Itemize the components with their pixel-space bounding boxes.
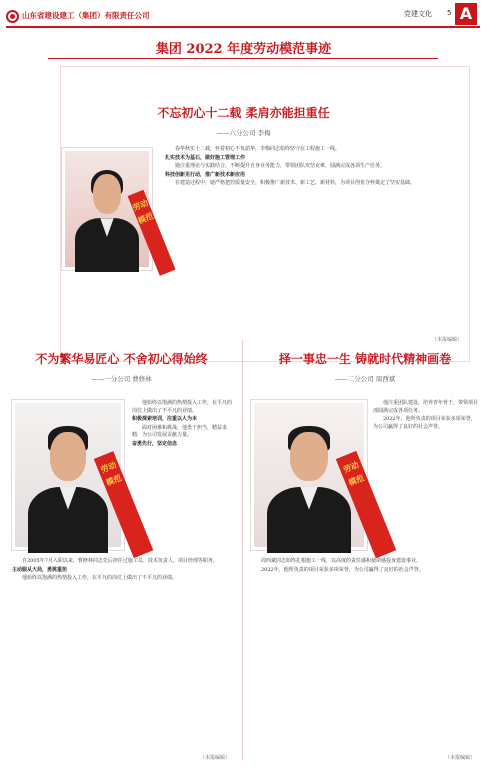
page-title: 集团 2022 年度劳动模范事迹 xyxy=(155,42,332,57)
header-rule xyxy=(6,26,480,28)
profile2-para: 他始终以饱满的热情投入工作，在平凡的岗位上做出了不平凡的业绩。 xyxy=(132,400,233,414)
profile1-title: 不忘初心十二载 柔肩亦能担重任 xyxy=(157,106,330,120)
profile3-note: （本报编辑） xyxy=(445,755,476,761)
profile2-para: 他始终以饱满的热情投入工作，在平凡的岗位上做出了不平凡的业绩。 xyxy=(22,575,178,582)
profile3-para: 他注重团队建设，培养青年骨干，带领项目部圆满完成各项任务。 xyxy=(373,400,479,414)
column-name: 党建文化 xyxy=(404,10,432,18)
profile2-photo xyxy=(12,400,124,550)
company-logo-icon xyxy=(6,10,19,23)
profile1-para: 春华秋实十二载，怀着初心不负韶华，李梅同志始终坚守在工程施工一线。 xyxy=(175,146,341,152)
profile3-author: ——二分公司 周西斌 xyxy=(334,375,396,383)
page-number: 5 xyxy=(447,9,452,17)
profile2-subhead: 奋勇先行，坚定信念 xyxy=(132,440,178,447)
profile1-subhead: 科技创新见行动，推广新技术新应用 xyxy=(165,171,246,178)
column-divider xyxy=(242,340,243,760)
profile3-para: 2022年，他所负责的项目荣获多项荣誉，为公司赢得了良好的社会声誉。 xyxy=(261,566,424,573)
company-name: 山东省建设建工（集团）有限责任公司 xyxy=(22,11,150,20)
profile1-author: ——六分公司 李梅 xyxy=(216,129,271,137)
profile2-title: 不为繁华易匠心 不舍初心得始终 xyxy=(35,352,208,366)
profile3-sash: 劳动模范 xyxy=(336,451,396,558)
profile2-author: ——一分公司 曹修林 xyxy=(91,375,152,383)
page-header xyxy=(0,0,487,40)
profile3-section xyxy=(247,330,483,766)
profile3-body-bottom xyxy=(251,558,479,748)
profile2-body-bottom xyxy=(12,558,236,748)
profile3-body-right xyxy=(373,400,479,550)
profile1-sash: 劳动模范 xyxy=(128,190,176,276)
profile2-subhead: 积极探索培训，注重以人为本 xyxy=(132,416,198,423)
profile2-para: 面对困难和挑战，他勇于担当，精益求精，为公司发展贡献力量。 xyxy=(132,424,228,439)
profile2-sash: 劳动模范 xyxy=(94,451,154,558)
profile1-para: 她注重理论与实践结合，不断提升自身业务能力，带领团队攻坚克难，圆满完成各项生产任务。 xyxy=(175,163,386,170)
profile2-body-right xyxy=(132,400,236,550)
profile2-section xyxy=(4,330,239,766)
section-badge: A xyxy=(455,3,477,25)
profile1-note: （本报编辑） xyxy=(432,337,463,343)
profile1-subhead: 扎实技术为基石，做好施工管理工作 xyxy=(165,154,246,161)
title-rule xyxy=(48,58,438,59)
profile1-para: 在建造过程中，她严格把控质量安全，积极推广新技术、新工艺、新材料，为项目创优夺杯奠定了坚实基础。 xyxy=(175,180,416,187)
profile1-body xyxy=(165,146,470,332)
profile2-para: 自2005年7月入职以来，曹修林同志先后担任过施工员、技术负责人、项目经理等职务。 xyxy=(22,558,218,564)
profile1-photo xyxy=(62,148,155,270)
profile3-title: 择一事忠一生 铸就时代精神画卷 xyxy=(278,352,452,366)
profile2-subhead: 主动服从大局，勇挑重担 xyxy=(12,566,68,573)
profile3-photo xyxy=(251,400,367,550)
profile2-note: （本报编辑） xyxy=(200,755,231,761)
profile3-para: 周西斌同志始终扎根施工一线，以高度的责任感和使命感投身建设事业。 xyxy=(261,558,422,564)
profile3-para: 2022年，他所负责的项目荣获多项荣誉，为公司赢得了良好的社会声誉。 xyxy=(373,416,476,430)
